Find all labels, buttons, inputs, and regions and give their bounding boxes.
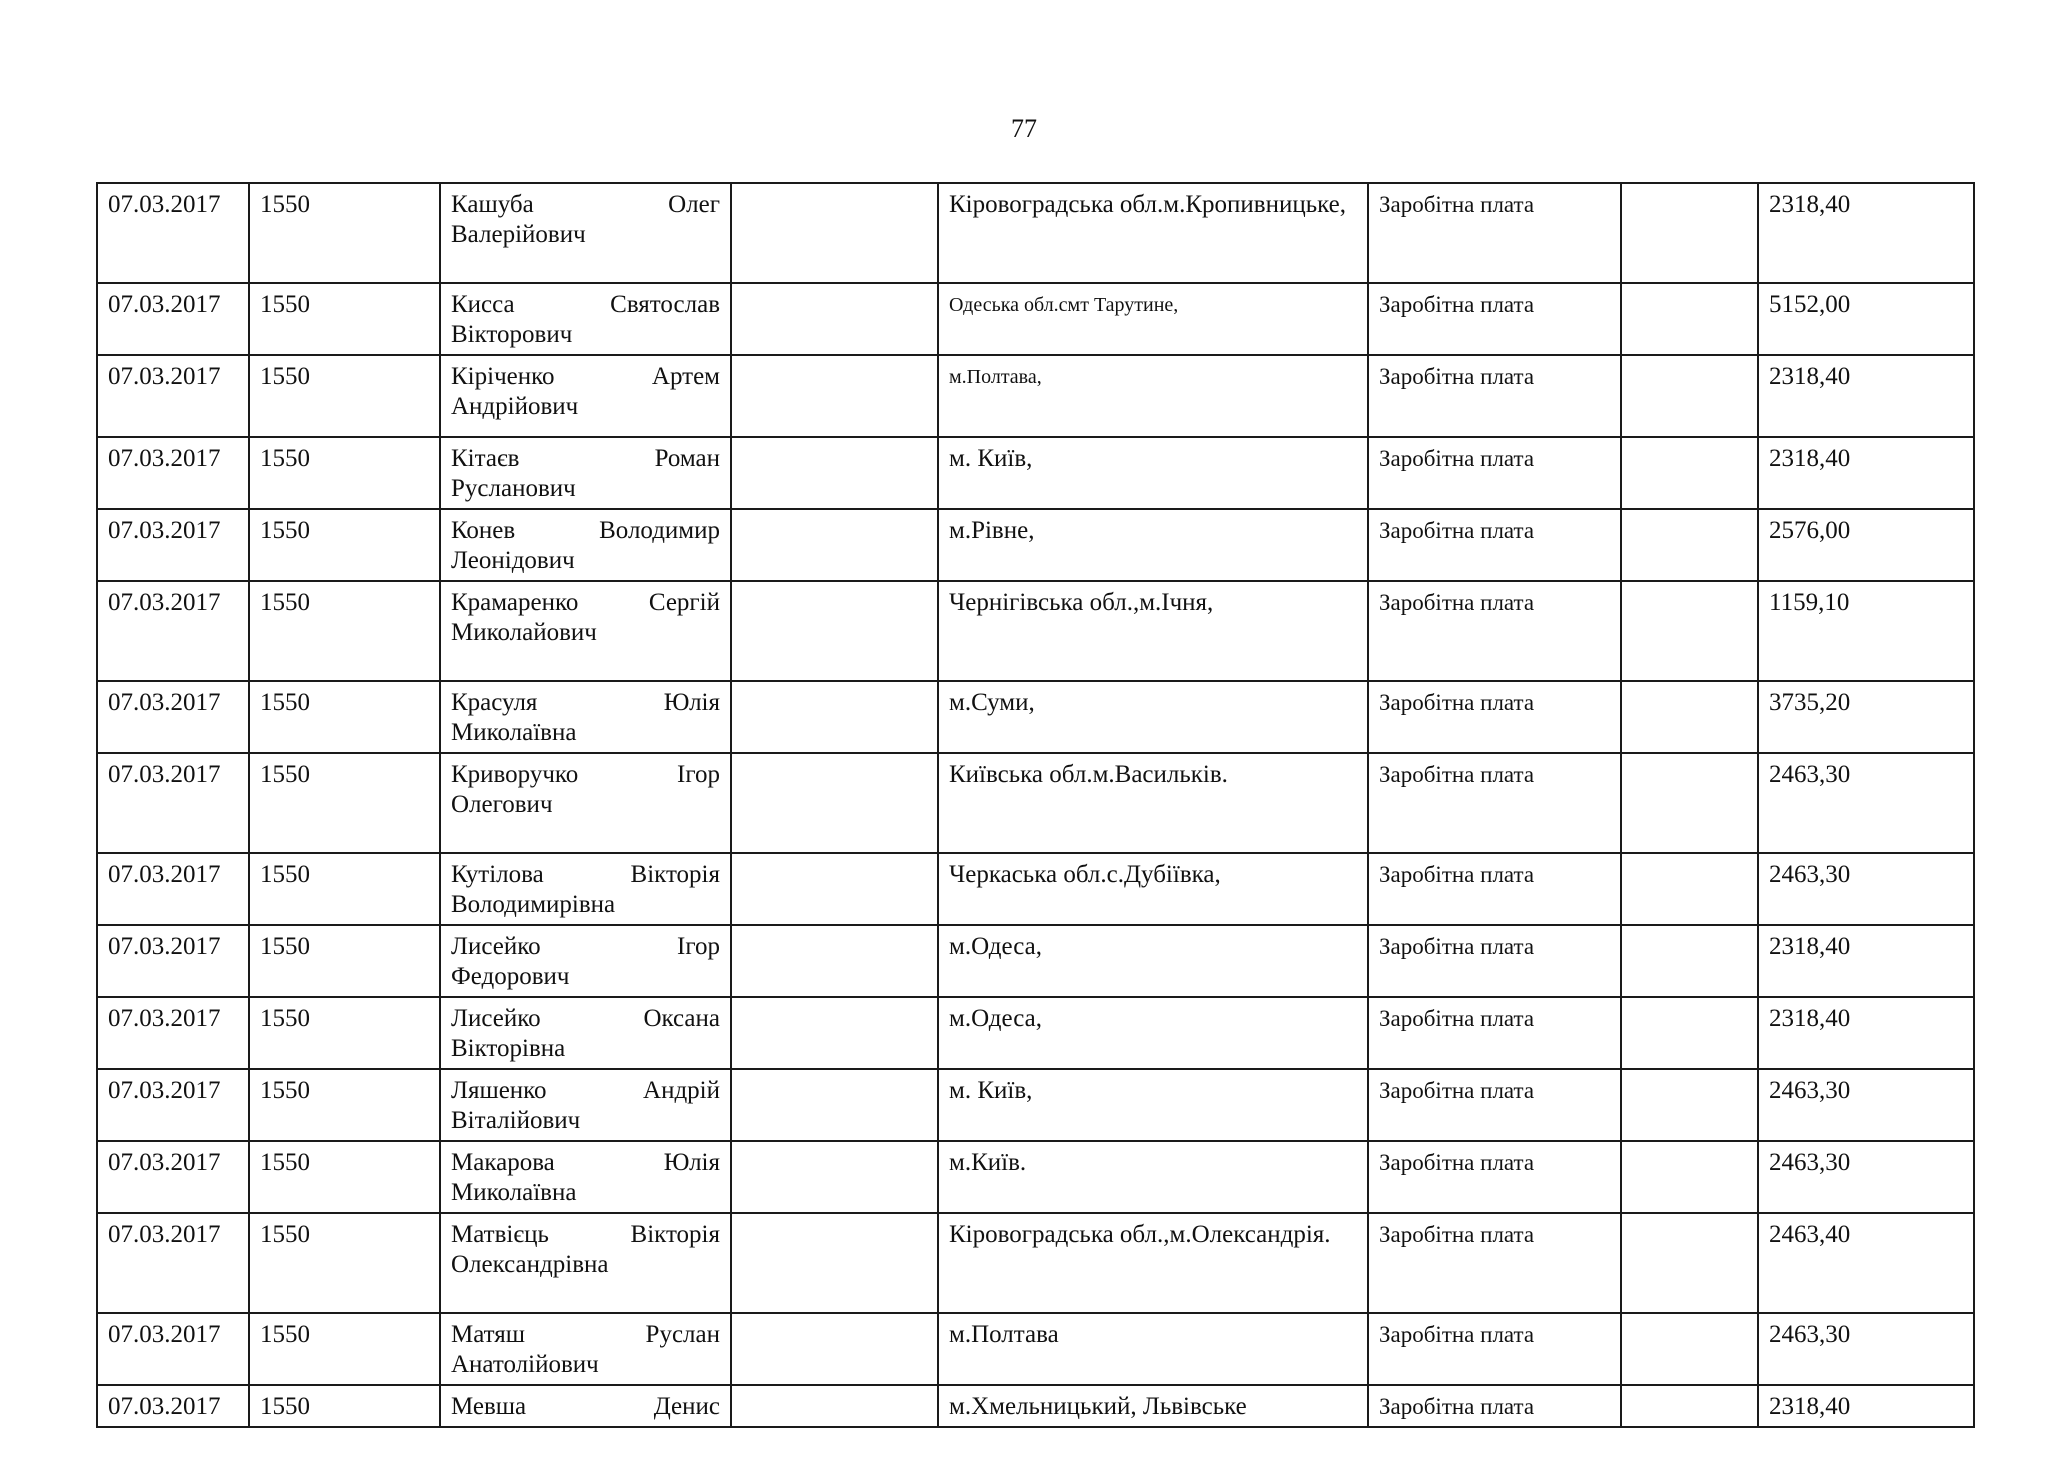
blank-cell [1621,681,1758,753]
name-line [451,1220,720,1250]
surname: Кітаєв [451,445,520,472]
table-row [97,509,1974,581]
name-line [451,190,720,220]
blank-cell [731,1069,938,1141]
first-name: Андрій [643,1077,720,1104]
blank-cell [731,1213,938,1313]
name-line [451,516,720,546]
first-name: Роман [654,445,720,472]
person-name-cell [440,509,731,581]
surname: Кіріченко [451,363,555,390]
table-row [97,581,1974,681]
income-type-cell: Заробітна плата [1368,355,1621,437]
payment-date-cell: 07.03.2017 [97,1313,249,1385]
income-type-cell: Заробітна плата [1368,1385,1621,1427]
amount-cell: 2318,40 [1758,183,1974,283]
amount-cell: 2318,40 [1758,925,1974,997]
blank-cell [1621,997,1758,1069]
table-row [97,437,1974,509]
blank-cell [1621,925,1758,997]
income-type-cell: Заробітна плата [1368,753,1621,853]
blank-cell [1621,283,1758,355]
amount-cell: 2463,30 [1758,1313,1974,1385]
address-cell: м. Київ, [938,1069,1368,1141]
name-line [451,1076,720,1106]
person-name-cell [440,1213,731,1313]
name-line [451,1320,720,1350]
blank-cell [731,853,938,925]
payment-date-cell: 07.03.2017 [97,283,249,355]
first-name: Святослав [610,291,720,318]
income-code-cell: 1550 [249,681,440,753]
income-code-cell: 1550 [249,997,440,1069]
income-code-cell: 1550 [249,925,440,997]
address-cell: Черкаська обл.с.Дубіївка, [938,853,1368,925]
patronymic: Русланович [451,475,576,502]
table-row [97,1141,1974,1213]
blank-cell [1621,1313,1758,1385]
income-type-cell: Заробітна плата [1368,1141,1621,1213]
amount-cell: 3735,20 [1758,681,1974,753]
blank-cell [1621,183,1758,283]
income-code-cell: 1550 [249,283,440,355]
amount-cell: 2463,30 [1758,753,1974,853]
surname: Лисейко [451,1005,541,1032]
income-type-cell: Заробітна плата [1368,997,1621,1069]
blank-cell [731,355,938,437]
blank-cell [731,753,938,853]
address-cell: м.Полтава [938,1313,1368,1385]
table-row [97,1213,1974,1313]
table-row [97,681,1974,753]
name-line [451,362,720,392]
income-code-cell: 1550 [249,853,440,925]
payment-date-cell: 07.03.2017 [97,1385,249,1427]
income-code-cell: 1550 [249,437,440,509]
amount-cell: 1159,10 [1758,581,1974,681]
patronymic: Миколайович [451,619,597,646]
name-line [451,444,720,474]
first-name: Вікторія [630,861,720,888]
patronymic: Олександрівна [451,1251,609,1278]
patronymic: Миколаївна [451,1179,577,1206]
first-name: Ігор [677,761,720,788]
income-type-cell: Заробітна плата [1368,283,1621,355]
page-number: 77 [1011,114,1037,143]
first-name: Денис [653,1393,720,1420]
amount-cell: 2463,30 [1758,1141,1974,1213]
patronymic: Вікторівна [451,1035,566,1062]
blank-cell [731,1141,938,1213]
surname: Мевша [451,1393,527,1420]
person-name-cell [440,355,731,437]
amount-cell: 2318,40 [1758,997,1974,1069]
address-cell: м.Київ. [938,1141,1368,1213]
table-row [97,355,1974,437]
income-type-cell: Заробітна плата [1368,1313,1621,1385]
income-code-cell: 1550 [249,753,440,853]
name-line [451,860,720,890]
patronymic: Федорович [451,963,570,990]
address-cell: Кіровоградська обл.,м.Олександрія. [938,1213,1368,1313]
address-cell: м.Одеса, [938,925,1368,997]
amount-cell: 2463,30 [1758,1069,1974,1141]
table-row [97,183,1974,283]
surname: Макарова [451,1149,555,1176]
income-type-cell: Заробітна плата [1368,581,1621,681]
income-code-cell: 1550 [249,1141,440,1213]
payment-date-cell: 07.03.2017 [97,1141,249,1213]
first-name: Володимир [599,517,720,544]
person-name-cell [440,1313,731,1385]
income-code-cell: 1550 [249,1313,440,1385]
patronymic: Андрійович [451,393,579,420]
table-row [97,283,1974,355]
payment-date-cell: 07.03.2017 [97,355,249,437]
person-name-cell [440,1069,731,1141]
table-row [97,1385,1974,1427]
address-cell: Одеська обл.смт Тарутине, [938,283,1368,355]
surname: Матвієць [451,1221,549,1248]
person-name-cell [440,997,731,1069]
blank-cell [731,681,938,753]
blank-cell [731,437,938,509]
address-cell: м.Полтава, [938,355,1368,437]
name-line [451,932,720,962]
table-row [97,925,1974,997]
person-name-cell [440,283,731,355]
payment-date-cell: 07.03.2017 [97,997,249,1069]
payment-date-cell: 07.03.2017 [97,853,249,925]
blank-cell [1621,853,1758,925]
first-name: Олег [668,191,720,218]
amount-cell: 2318,40 [1758,437,1974,509]
table-row [97,997,1974,1069]
address-cell: Київська обл.м.Васильків. [938,753,1368,853]
amount-cell: 2463,30 [1758,853,1974,925]
blank-cell [731,283,938,355]
patronymic: Леонідович [451,547,575,574]
blank-cell [1621,581,1758,681]
surname: Кашуба [451,191,534,218]
blank-cell [731,997,938,1069]
surname: Криворучко [451,761,579,788]
blank-cell [731,1385,938,1427]
name-line [451,1004,720,1034]
payments-table [96,182,1975,1428]
blank-cell [1621,437,1758,509]
income-code-cell: 1550 [249,1069,440,1141]
table-row [97,1313,1974,1385]
person-name-cell [440,681,731,753]
blank-cell [1621,355,1758,437]
surname: Матяш [451,1321,526,1348]
address-cell: м.Одеса, [938,997,1368,1069]
payment-date-cell: 07.03.2017 [97,681,249,753]
address-cell: м.Рівне, [938,509,1368,581]
income-type-cell: Заробітна плата [1368,183,1621,283]
blank-cell [1621,1213,1758,1313]
blank-cell [731,509,938,581]
payment-date-cell: 07.03.2017 [97,925,249,997]
first-name: Юлія [663,1149,720,1176]
amount-cell: 2318,40 [1758,355,1974,437]
person-name-cell [440,753,731,853]
amount-cell: 2318,40 [1758,1385,1974,1427]
payment-date-cell: 07.03.2017 [97,581,249,681]
income-code-cell: 1550 [249,1385,440,1427]
amount-cell: 5152,00 [1758,283,1974,355]
address-cell: м.Хмельницький, Львівське [938,1385,1368,1427]
person-name-cell [440,925,731,997]
payment-date-cell: 07.03.2017 [97,509,249,581]
payment-date-cell: 07.03.2017 [97,1069,249,1141]
income-type-cell: Заробітна плата [1368,853,1621,925]
blank-cell [731,1313,938,1385]
name-line [451,1392,720,1422]
income-type-cell: Заробітна плата [1368,509,1621,581]
patronymic: Вікторович [451,321,573,348]
table-row [97,853,1974,925]
blank-cell [1621,509,1758,581]
income-code-cell: 1550 [249,581,440,681]
surname: Лисейко [451,933,541,960]
payment-date-cell: 07.03.2017 [97,437,249,509]
income-type-cell: Заробітна плата [1368,437,1621,509]
blank-cell [731,581,938,681]
person-name-cell [440,437,731,509]
name-line [451,760,720,790]
income-type-cell: Заробітна плата [1368,925,1621,997]
income-code-cell: 1550 [249,509,440,581]
address-cell: Кіровоградська обл.м.Кропивницьке, [938,183,1368,283]
surname: Конев [451,517,516,544]
first-name: Вікторія [630,1221,720,1248]
patronymic: Валерійович [451,221,586,248]
surname: Ляшенко [451,1077,547,1104]
income-type-cell: Заробітна плата [1368,1213,1621,1313]
name-line [451,688,720,718]
first-name: Оксана [643,1005,720,1032]
table-row [97,1069,1974,1141]
blank-cell [1621,753,1758,853]
payment-date-cell: 07.03.2017 [97,183,249,283]
person-name-cell [440,581,731,681]
income-code-cell: 1550 [249,1213,440,1313]
first-name: Артем [651,363,720,390]
payment-date-cell: 07.03.2017 [97,1213,249,1313]
amount-cell: 2576,00 [1758,509,1974,581]
name-line [451,290,720,320]
person-name-cell [440,1385,731,1427]
surname: Кутілова [451,861,544,888]
blank-cell [731,925,938,997]
address-cell: м.Суми, [938,681,1368,753]
name-line [451,1148,720,1178]
table-row [97,753,1974,853]
surname: Красуля [451,689,538,716]
patronymic: Миколаївна [451,719,577,746]
table-body [97,183,1974,1427]
first-name: Ігор [677,933,720,960]
first-name: Руслан [645,1321,720,1348]
payment-date-cell: 07.03.2017 [97,753,249,853]
surname: Кисса [451,291,515,318]
person-name-cell [440,853,731,925]
income-code-cell: 1550 [249,183,440,283]
surname: Крамаренко [451,589,579,616]
name-line [451,588,720,618]
first-name: Сергій [648,589,720,616]
blank-cell [1621,1385,1758,1427]
income-code-cell: 1550 [249,355,440,437]
patronymic: Олегович [451,791,553,818]
amount-cell: 2463,40 [1758,1213,1974,1313]
person-name-cell [440,1141,731,1213]
income-type-cell: Заробітна плата [1368,1069,1621,1141]
address-cell: м. Київ, [938,437,1368,509]
person-name-cell [440,183,731,283]
patronymic: Анатолійович [451,1351,599,1378]
first-name: Юлія [663,689,720,716]
blank-cell [1621,1069,1758,1141]
income-type-cell: Заробітна плата [1368,681,1621,753]
blank-cell [731,183,938,283]
blank-cell [1621,1141,1758,1213]
address-cell: Чернігівська обл.,м.Ічня, [938,581,1368,681]
patronymic: Віталійович [451,1107,581,1134]
patronymic: Володимирівна [451,891,616,918]
